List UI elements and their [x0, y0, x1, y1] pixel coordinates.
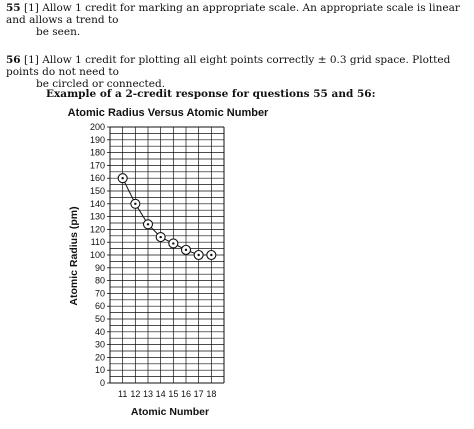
y-tick-label: 170	[89, 160, 105, 171]
data-point-dot	[121, 177, 123, 179]
y-tick-label: 60	[94, 301, 105, 312]
y-tick-label: 30	[94, 339, 105, 350]
item-text-line-2: be seen.	[36, 26, 81, 38]
y-tick-label: 0	[99, 378, 105, 388]
y-tick-label: 150	[89, 186, 105, 196]
y-axis-title: Atomic Radius (pm)	[68, 206, 80, 306]
y-tick-label: 10	[94, 365, 105, 376]
x-tick-label: 13	[142, 389, 154, 399]
item-number: 55	[6, 2, 21, 14]
example-heading: Example of a 2-credit response for questions 55 and 56:	[46, 88, 376, 100]
data-point-dot	[197, 254, 199, 256]
y-tick-label: 90	[94, 262, 105, 273]
chart-title: Atomic Radius Versus Atomic Number	[67, 107, 269, 119]
item-points: [1]	[23, 54, 39, 66]
y-tick-label: 110	[90, 237, 105, 248]
data-point-dot	[147, 223, 149, 225]
x-axis-tick-labels	[118, 389, 216, 399]
y-tick-label: 80	[94, 275, 105, 286]
y-tick-label: 40	[94, 326, 105, 337]
x-tick-label: 17	[193, 389, 204, 399]
y-tick-label: 20	[94, 352, 105, 363]
y-tick-label: 160	[89, 173, 105, 184]
data-point-dot	[185, 249, 187, 251]
data-point-dot	[210, 254, 212, 256]
y-tick-label: 200	[89, 122, 105, 132]
x-tick-label: 11	[117, 389, 128, 399]
item-text-line-1: Allow 1 credit for plotting all eight points correctly ± 0.3 grid space. Plotted points do not need to	[6, 54, 451, 78]
item-text-line-2: be circled or connected.	[36, 78, 166, 90]
x-tick-label: 16	[180, 389, 192, 399]
y-tick-label: 70	[94, 288, 105, 299]
y-tick-label: 130	[89, 211, 105, 222]
x-tick-label: 18	[206, 389, 217, 399]
y-axis-tick-labels	[90, 122, 110, 388]
data-point-dot	[134, 203, 136, 205]
y-tick-label: 190	[89, 134, 105, 145]
x-axis-title: Atomic Number	[130, 406, 210, 418]
x-tick-label: 15	[168, 389, 179, 399]
y-tick-label: 180	[89, 147, 105, 158]
y-tick-label: 120	[89, 224, 105, 235]
item-text-line-1: Allow 1 credit for marking an appropriate scale. An appropriate scale is linear and allows a trend to	[6, 2, 460, 26]
item-points: [1]	[23, 2, 39, 14]
data-point-dot	[159, 236, 161, 238]
item-number: 56	[6, 54, 21, 66]
x-tick-label: 12	[130, 389, 141, 399]
y-tick-label: 140	[89, 198, 105, 209]
data-point-dot	[172, 242, 174, 244]
y-tick-label: 50	[94, 314, 105, 324]
y-tick-label: 100	[89, 250, 105, 260]
x-tick-label: 14	[155, 389, 166, 399]
